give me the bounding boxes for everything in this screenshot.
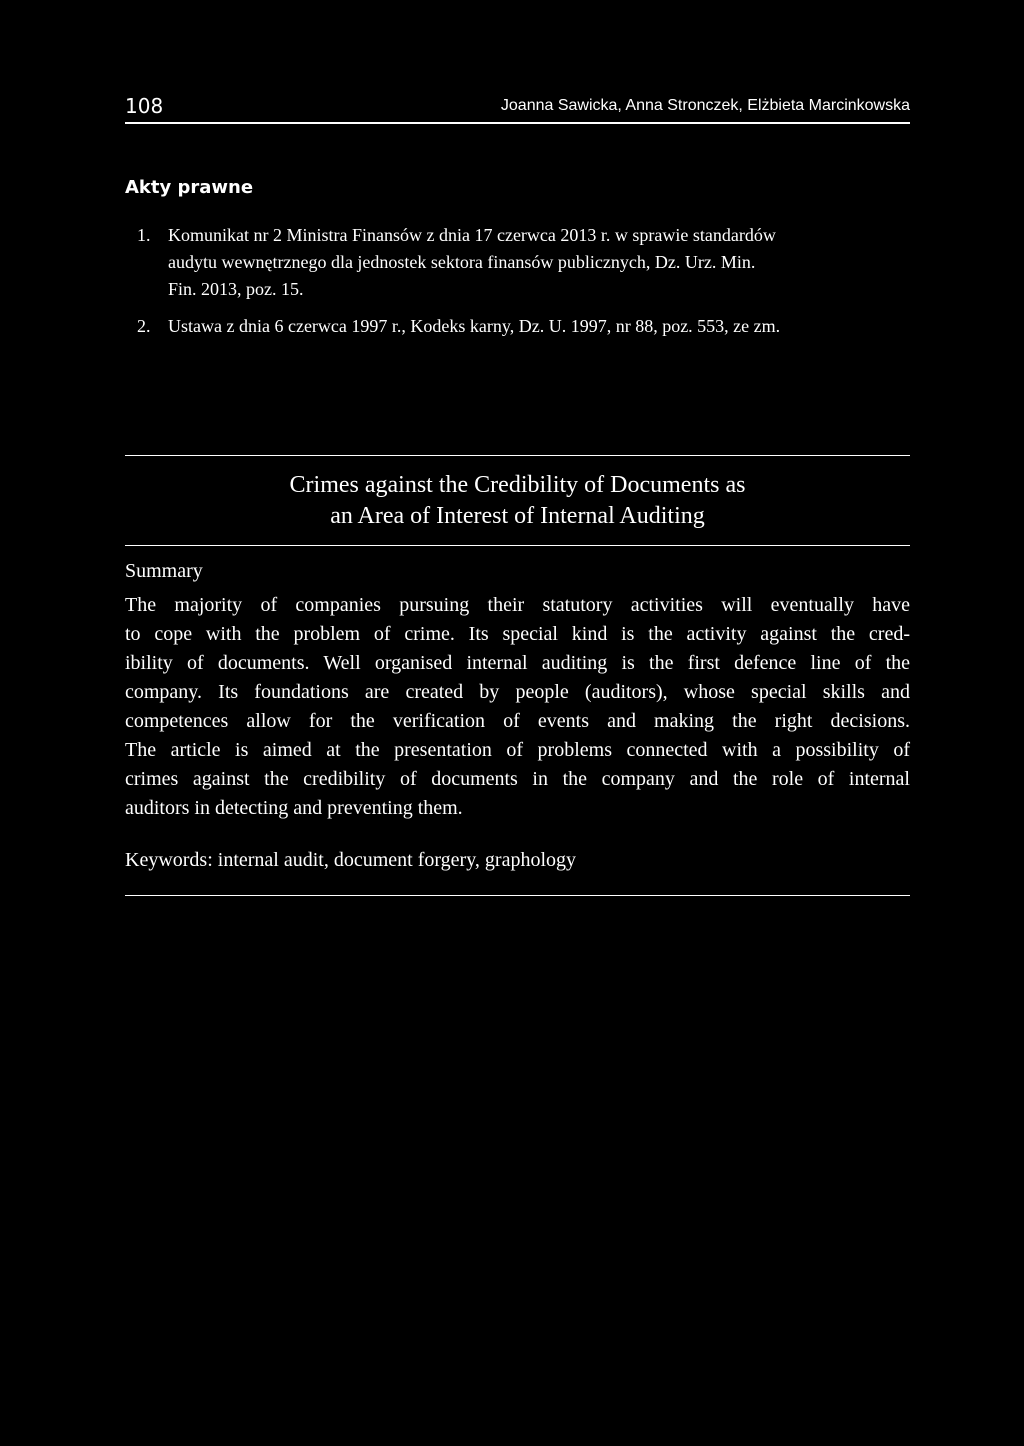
article-title-line: an Area of Interest of Internal Auditing — [330, 503, 705, 529]
summary-line: auditors in detecting and preventing them. — [125, 797, 463, 819]
legal-act-number: 2. — [137, 316, 151, 336]
divider-rule — [125, 545, 910, 546]
summary-line: The majority of companies pursuing their statutory activities will eventually have — [125, 594, 910, 616]
summary-line: company. Its foundations are created by people (auditors), whose special skills and — [125, 681, 910, 703]
article-title-line: Crimes against the Credibility of Documents as — [289, 472, 746, 498]
divider-rule — [125, 895, 910, 896]
header-authors: Joanna Sawicka, Anna Stronczek, Elżbieta Marcinkowska — [500, 97, 910, 114]
divider-rule — [125, 455, 910, 456]
running-header — [125, 92, 910, 124]
summary-line: ibility of documents. Well organised internal auditing is the first defence line of the — [125, 652, 910, 674]
summary-heading: Summary — [125, 560, 203, 582]
summary-line: competences allow for the verification of events and making the right decisions. — [125, 710, 910, 732]
summary-line: The article is aimed at the presentation of problems connected with a possibility of — [125, 739, 910, 761]
legal-act-number: 1. — [137, 225, 151, 245]
legal-act-line: Komunikat nr 2 Ministra Finansów z dnia 17 czerwca 2013 r. w sprawie standardów — [168, 225, 776, 245]
legal-act-item — [125, 222, 915, 303]
keywords-label: Keywords: — [125, 849, 213, 871]
legal-act-line: Ustawa z dnia 6 czerwca 1997 r., Kodeks karny, Dz. U. 1997, nr 88, poz. 553, ze zm. — [168, 316, 781, 336]
legal-acts-list — [125, 222, 915, 350]
keywords-text: internal audit, document forgery, graphology — [217, 849, 576, 871]
summary-line: to cope with the problem of crime. Its special kind is the activity against the cred- — [125, 623, 910, 645]
summary-line: crimes against the credibility of documents in the company and the role of internal — [125, 768, 910, 790]
legal-acts-heading: Akty prawne — [125, 177, 254, 198]
legal-act-item — [125, 313, 915, 340]
legal-act-line: Fin. 2013, poz. 15. — [168, 279, 304, 299]
summary-paragraph — [125, 591, 910, 823]
keywords — [125, 849, 576, 872]
article-title — [125, 470, 910, 532]
legal-act-line: audytu wewnętrznego dla jednostek sektora finansów publicznych, Dz. Urz. Min. — [168, 252, 756, 272]
page-number: 108 — [125, 94, 164, 118]
